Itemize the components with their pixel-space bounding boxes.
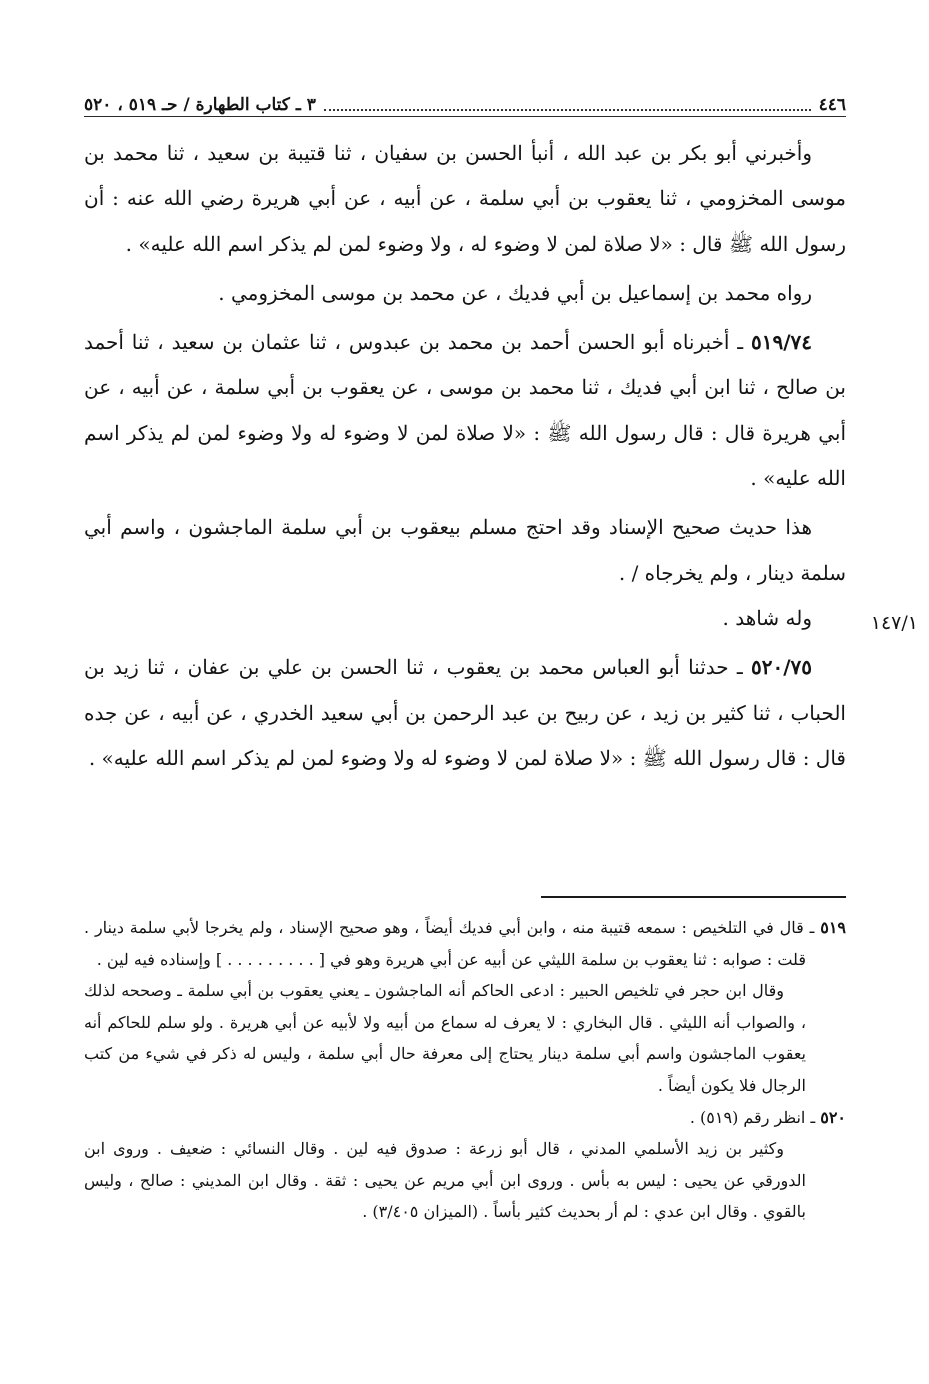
footnote-520 <box>84 1102 846 1134</box>
hadith-number: ٥١٩/٧٤ <box>750 330 812 355</box>
paragraph-riwaya: رواه محمد بن إسماعيل بن أبي فديك ، عن محمد بن موسى المخزومي . <box>218 280 812 305</box>
footnote-text: ـ انظر رقم (٥١٩) . <box>689 1107 816 1127</box>
running-title: ٣ ـ كتاب الطهارة / حـ ٥١٩ ، ٥٢٠ <box>84 95 316 115</box>
hadith-text: ـ أخبرناه أبو الحسن أحمد بن محمد بن عبدوس ، ثنا عثمان بن سعيد ، ثنا أحمد بن صالح ، ثنا ابن أبي فديك ، ثنا محمد بن موسى ، عن يعقوب بن أبي سلمة ، عن أبيه ، عن أبي هريرة قال : قال رسول الله ﷺ : «لا صلاة لمن لا وضوء له ولا وضوء لمن لم يذكر اسم الله عليه» . <box>84 330 846 491</box>
footnotes <box>84 912 846 1228</box>
footnote-519 <box>84 912 846 975</box>
footnote-lead <box>690 1108 846 1127</box>
page-number: ٤٤٦ <box>818 95 846 115</box>
footnote-519-continued: وقال ابن حجر في تلخيص الحبير : ادعى الحاكم أنه الماجشون ـ يعني يعقوب بن أبي سلمة ـ وصححه لذلك ، والصواب أنه الليثي . قال البخاري : لا يعرف له سماع من أبيه ولا لأبيه عن أبي هريرة . ولو سلم للحاكم أنه يعقوب الماجشون واسم أبي سلمة دينار يحتاج إلى معرفة حال أبي سلمة ، وليس له ذكر في شيء من كتب الرجال فلا يكون أيضاً . <box>84 981 807 1095</box>
footnote-520-continued: وكثير بن زيد الأسلمي المدني ، قال أبو زرعة : صدوق فيه لين . وقال النسائي : ضعيف . وروى ابن الدورقي عن يحيى : ليس به بأس . وروى ابن أبي مريم عن يحيى : ثقة . وقال ابن المديني : صالح ، وليس بالقوي . وقال ابن عدي : لم أر بحديث كثير بأساً . (الميزان ٣/٤٠٥) . <box>84 1139 806 1222</box>
paragraph-grading: هذا حديث صحيح الإسناد وقد احتج مسلم بيعقوب بن أبي سلمة الماجشون ، واسم أبي سلمة دينار ، ولم يخرجاه / . <box>84 515 846 585</box>
footnote-divider <box>541 896 846 898</box>
footnote-number: ٥١٩ <box>820 918 846 937</box>
running-header <box>84 82 846 117</box>
hadith-text: ـ حدثنا أبو العباس محمد بن يعقوب ، ثنا الحسن بن علي بن عفان ، ثنا زيد بن الحباب ، ثنا كثير بن زيد ، عن ربيح بن عبد الرحمن بن أبي سعيد الخدري ، عن أبيه ، عن جده قال : قال رسول الله ﷺ : «لا صلاة لمن لا وضوء له ولا وضوء لمن لم يذكر اسم الله عليه» . <box>84 655 846 770</box>
paragraph-isnad-1: وأخبرني أبو بكر بن عبد الله ، أنبأ الحسن بن سفيان ، ثنا قتيبة بن سعيد ، ثنا محمد بن موسى المخزومي ، ثنا يعقوب بن أبي سلمة ، عن أبيه ، عن أبي هريرة رضي الله عنه : أن رسول الله ﷺ قال : «لا صلاة لمن لا وضوء له ، ولا وضوء لمن لم يذكر اسم الله عليه» . <box>84 141 846 256</box>
main-text <box>84 131 846 781</box>
footnote-number: ٥٢٠ <box>820 1107 846 1127</box>
leader-dots <box>324 109 811 111</box>
footnote-lead <box>84 918 846 969</box>
hadith-519 <box>84 320 846 501</box>
hadith-520 <box>84 645 846 781</box>
footnote-text: ـ قال في التلخيص : سمعه قتيبة منه ، وابن أبي فديك أيضاً ، وهو صحيح الإسناد ، ولم يخرجا لأبي سلمة دينار . قلت : صوابه : ثنا يعقوب بن سلمة الليثي عن أبيه عن أبي هريرة وهو في [ . . . . . . . . . ] وإسناده فيه لين . <box>84 918 815 969</box>
margin-reference: ١٤٧/١ <box>870 612 918 634</box>
hadith-number: ٥٢٠/٧٥ <box>750 655 812 680</box>
paragraph-shahid: وله شاهد . <box>722 605 812 630</box>
